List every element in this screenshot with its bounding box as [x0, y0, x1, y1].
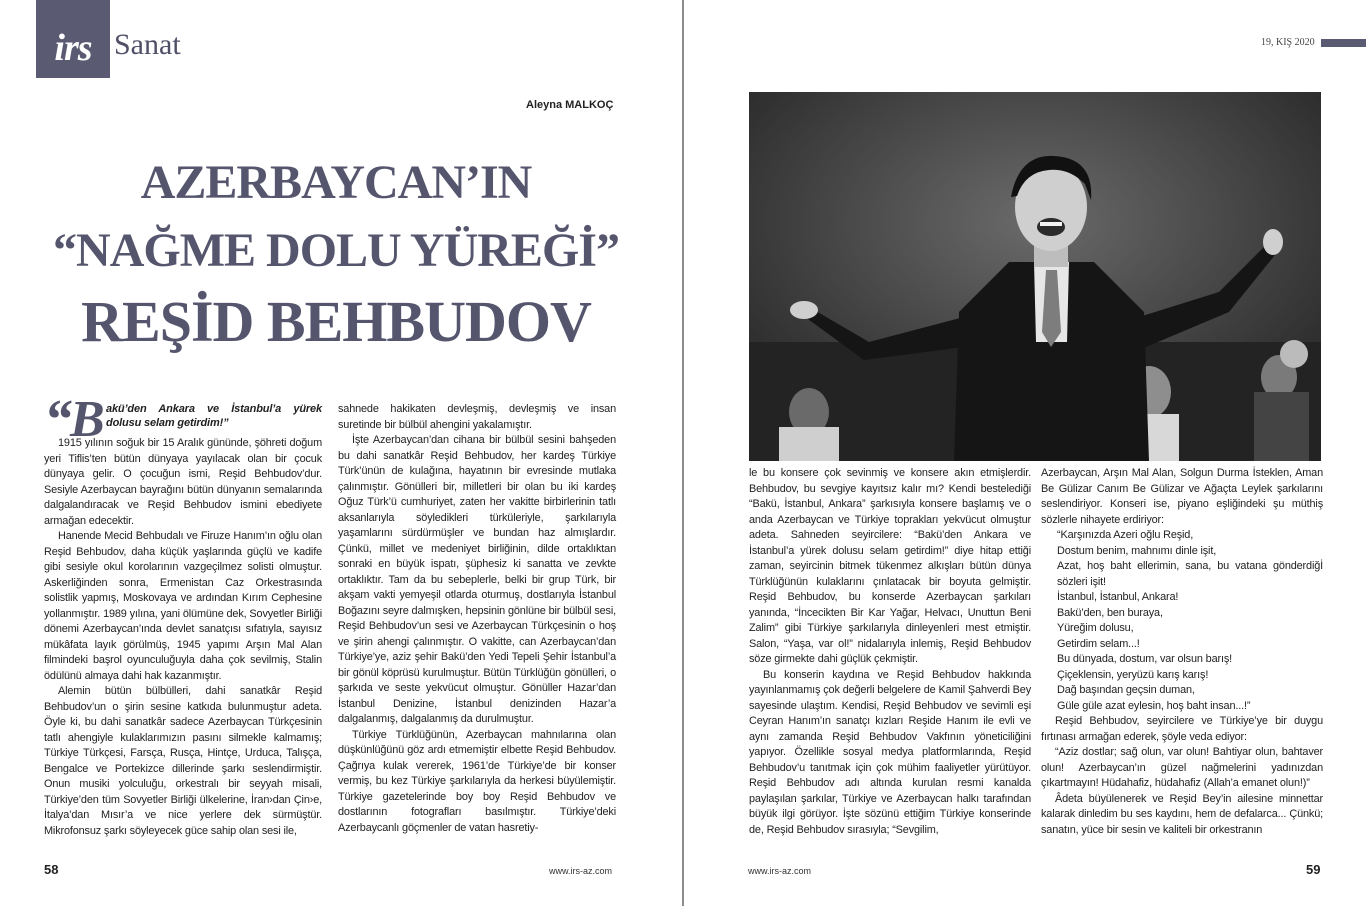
paragraph: Azerbaycan, Arşın Mal Alan, Solgun Durma İsteklen, Aman Be Gülizar Canım Be Gülizar ve Ağaçta Leylek şarkılarını seslendiriyor. Konseri ise, piyano eşliğindeki şu müthiş sözlerle nihayete erdiriyor: — [1041, 467, 1323, 526]
text-column-3 — [749, 466, 1031, 838]
poem-line: Yüreğim dolusu, — [1057, 622, 1134, 634]
poem-line: Dağ başından geçsin duman, — [1057, 684, 1195, 696]
paragraph: le bu konsere çok sevinmiş ve konsere akın etmişlerdir. Behbudov, bu sevgiye kayıtsız kalır mı? Kendi bestelediği “Bakü, İstanbul, Ankara” şarkısıyla konsere başlamış ve o anda Azerbaycan ve Türkiye toprakları yekvücut olmuştur adeta. Sahneden seyircilere: “Bakü’den Ankara ve İstanbul’a yürek dolusu selam getirdim!” diye hitap ettiği zaman, seyircinin bitmek tükenmez alkışları bütün dünya Türklüğünün kulaklarını çınlatacak bir boyuta gelmiştir. Reşid Behbudov, bu konserde Azerbaycan şarkıları yanında, “İncecikten Bir Kar Yağar, Helvacı, Unuttun Beni Zalim” gibi Türkiye şarkılarıyla dinleyenleri mest etmiştir. Salon, “Yaşa, var ol!” nidalarıyla inlemiş, Reşid Behbudov söze girmekte dahi güçlük çekmiştir. — [749, 467, 1031, 665]
poem-line: Azat, hoş baht ellerimin, sana, bu vatana gönderdiğİ sözleri işit! — [1057, 560, 1323, 588]
paragraph: 1915 yılının soğuk bir 15 Aralık gününde, şöhreti doğum yeri Tiflis’ten bütün dünyaya yayılacak olan bir çocuk dünyaya gelir. O çocuğun ismi, Reşid Behbudov’dur. Sesiyle Azerbaycan bayrağını bütün dünyanın semalarında dalgalandıracak ve Reşid Behbudov ismini ebediyete armağan edecektir. — [44, 437, 322, 527]
singer-photo — [749, 92, 1321, 461]
lead-quote — [44, 389, 322, 451]
poem-line: “Karşınızda Azeri oğlu Reşid, — [1057, 529, 1194, 541]
drop-cap: B — [70, 391, 105, 448]
section-name: Sanat — [114, 28, 181, 61]
logo-text: irs — [54, 27, 92, 69]
website-left: www.irs-az.com — [549, 866, 613, 876]
paragraph: Âdeta büyülenerek ve Reşid Bey’in ailesine minnettar kalarak dinledim bu ses kaydını, hem de defalarca... Çünkü; sanatın, yüce bir sesin ve kaliteli bir orkestranın — [1041, 792, 1323, 836]
page-gutter — [682, 0, 684, 906]
issue-label: 19, KIŞ 2020 — [1261, 37, 1315, 48]
text-column-2 — [338, 402, 616, 836]
paragraph: “Aziz dostlar; sağ olun, var olun! Bahtiyar olun, bahtaver olun! Azerbaycan’ın güzel nağmelerini yadınızdan çıkartmayın! Hüdahafiz, hüdahafiz (Allah’a emanet olun!)” — [1041, 746, 1323, 789]
irs-logo — [36, 0, 110, 78]
title-line-2: “NAĞME DOLU YÜREĞİ” — [53, 224, 619, 277]
issue-bar — [1321, 39, 1366, 47]
poem-line: Çiçeklensin, yeryüzü karış karış! — [1057, 668, 1209, 681]
paragraph: Alemin bütün bülbülleri, dahi sanatkâr Reşid Behbudov’un o şirin sesine katkıda bulunmuştur adeta. Öyle ki, bu dahi sanatkâr sadece Azerbaycan Türkçesinin tatlı ahengiyle kulaklarımızın pasını silmekle kalmamış; Türkiye Türkçesi, Farsça, Rusça, Hintçe, Urduca, Talışça, Bengalce ve Portekizce dillerinde şarkı seslendirmiştir. Onun musiki yolculuğu, orkestralı bir seyyah misali, Türkiye’den tüm Sovyetler Birliği ülkelerine, İran›dan Çin›e, İtalya’dan Mısır’a ve nice yerlere dek sürmüştür. Mikrofonsuz şarkı söyleyecek güce sahip olan sesi ile, — [44, 685, 322, 837]
paragraph: İşte Azerbaycan’dan cihana bir bülbül sesini bahşeden bu dahi sanatkâr Reşid Behbudov, her kardeş Türkiye Türk’ünün de kulağına, hayatının bir evresinde mutlaka çalınmıştır. Gönülleri bir, milletleri bir olan bu iki kardeş Oğuz Türk’ü cumhuriyet, zaten her vakitte birbirlerinin tatlı aksanlarıyla söyledikleri türküleriyle, şarkılarıyla yaşamlarını sürdürmüşler ve bundan haz almışlardır. Çünkü, millet ve medeniyet birliğinin, dilde ortaklıktan sonraki en büyük ispatı, şüphesiz ki sanatta ve zevkte ortaklıktır. Tam da bu sebeplerle, belki bir grup Türk, bir akşam vakti yemyeşil otlarda oturmuş, dostlarıyla İstanbul Boğazını seyre dalmışken, hepsinin gönlüne bir bülbül sesi, Reşid Behbudov’un sesi ve Azerbaycan Türkçesinin o hoş ve şirin ahengi çalınmıştır. O vakitte, can Azerbaycan’dan Türkiye’ye, aziz şehir Bakü’den Yedi Tepeli Şehir İstanbul’a bir gönül köprüsü kurulmuştur. Bütün Türklüğün gönülleri, o şarkıda ve seste yekvücut olmuştur. Gönüller Hazar’dan İstanbul Denizine, İstanbul denizinden Hazar’a dalgalanmış, dalgalanmış da durulmuştur. — [338, 434, 616, 725]
paragraph: Reşid Behbudov, seyircilere ve Türkiye’ye bir duygu fırtınası armağan ederek, şöyle veda ediyor: — [1041, 715, 1323, 743]
poem-line: Getirdim selam...! — [1057, 637, 1140, 650]
paragraph: Hanende Mecid Behbudalı ve Firuze Hanım’ın oğlu olan Reşid Behbudov, daha küçük yaşlarında güçlü ve kadife gibi sesiyle okul korolarının vazgeçilmez solisti olmuştur. Askerliğinden sonra, Ermenistan Caz Orkestrasında solistlik yapmış, Moskovaya ve ardından Kırım Cephesine yollanmıştır. 1989 yılına, yani ölümüne dek, Sovyetler Birliği dönemi Azerbaycan’ında devlet sanatçısı sıfatıyla, sayısız mükâfata layık görülmüş, 1945 yapımı Arşın Mal Alan filmindeki başrol oyunculuğuyla daha çok sevilmiş, Stalin ödülünü almaya dahi hak kazanmıştır. — [44, 530, 322, 682]
lead-quote-text: akü’den Ankara ve İstanbul’a yürek dolusu selam getirdim!” — [106, 403, 322, 429]
author-name: Aleyna MALKOÇ — [526, 99, 614, 111]
poem-line: Dostum benim, mahnımı dinle işit, — [1057, 544, 1217, 557]
page-number-right: 59 — [1306, 862, 1321, 877]
left-page — [0, 0, 676, 906]
paragraph: sahnede hakikaten devleşmiş, devleşmiş ve insan suretinde bir bülbül ahengini yakalamıştır. — [338, 403, 616, 431]
website-right: www.irs-az.com — [748, 866, 812, 876]
page-number-left: 58 — [44, 862, 59, 877]
poem-line: İstanbul, İstanbul, Ankara! — [1057, 591, 1179, 603]
text-column-1 — [44, 389, 322, 839]
paragraph: Bu konserin kaydına ve Reşid Behbudov hakkında yayınlanmamış çok değerli belgelere de Kamil Şahverdi Bey sayesinde ulaştım. Kendisi, Reşid Behbudov ve sevimli eşi Ceyran Hanım’ın sanatçı kızları Reşide Hanım ile evli ve aynı zamanda Reşid Behbudov Vakfının yöneticiliğini yapıyor. Özellikle sosyal medya platformlarında, Reşid Behbudov’u tanıtmak için çok mühim faaliyetler yürütüyor. Reşid Behbudov adı altında kurulan resmi kanalda paylaşılan şarkılar, Türkiye ve Azerbaycan halkı tarafından büyük ilgi görüyor. İşte sözünü ettiğim Türkiye konserinde de, Reşid Behbudov sırasıyla; “Sevgilim, — [749, 668, 1031, 836]
photo-illustration — [749, 92, 1321, 461]
title-line-3: REŞİD BEHBUDOV — [81, 289, 591, 354]
poem-line: Bu dünyada, dostum, var olsun barış! — [1057, 653, 1233, 665]
text-column-4 — [1041, 466, 1323, 838]
paragraph: Türkiye Türklüğünün, Azerbaycan mahnılarına olan düşkünlüğünü göz ardı etmemiştir elbette Reşid Behbudov. Çağrıya kulak vererek, 1961’de Türkiye’de bir konser vermiş, bu kez Türkiye şarkılarıyla da herkesi büyülemiştir. Türkiye gazetelerinde boy boy Reşid Behbudov ve dostlarının fotografları basılmıştır. Türkiye’deki Azerbaycanlı göçmenler de vatan hasretiy- — [338, 728, 616, 834]
poem-line: Güle güle azat eylesin, hoş baht insan...!” — [1057, 699, 1251, 712]
title-line-1: AZERBAYCAN’IN — [140, 156, 532, 209]
poem-line: Bakü’den, ben buraya, — [1057, 606, 1163, 619]
open-quote-mark: “ — [44, 389, 72, 451]
